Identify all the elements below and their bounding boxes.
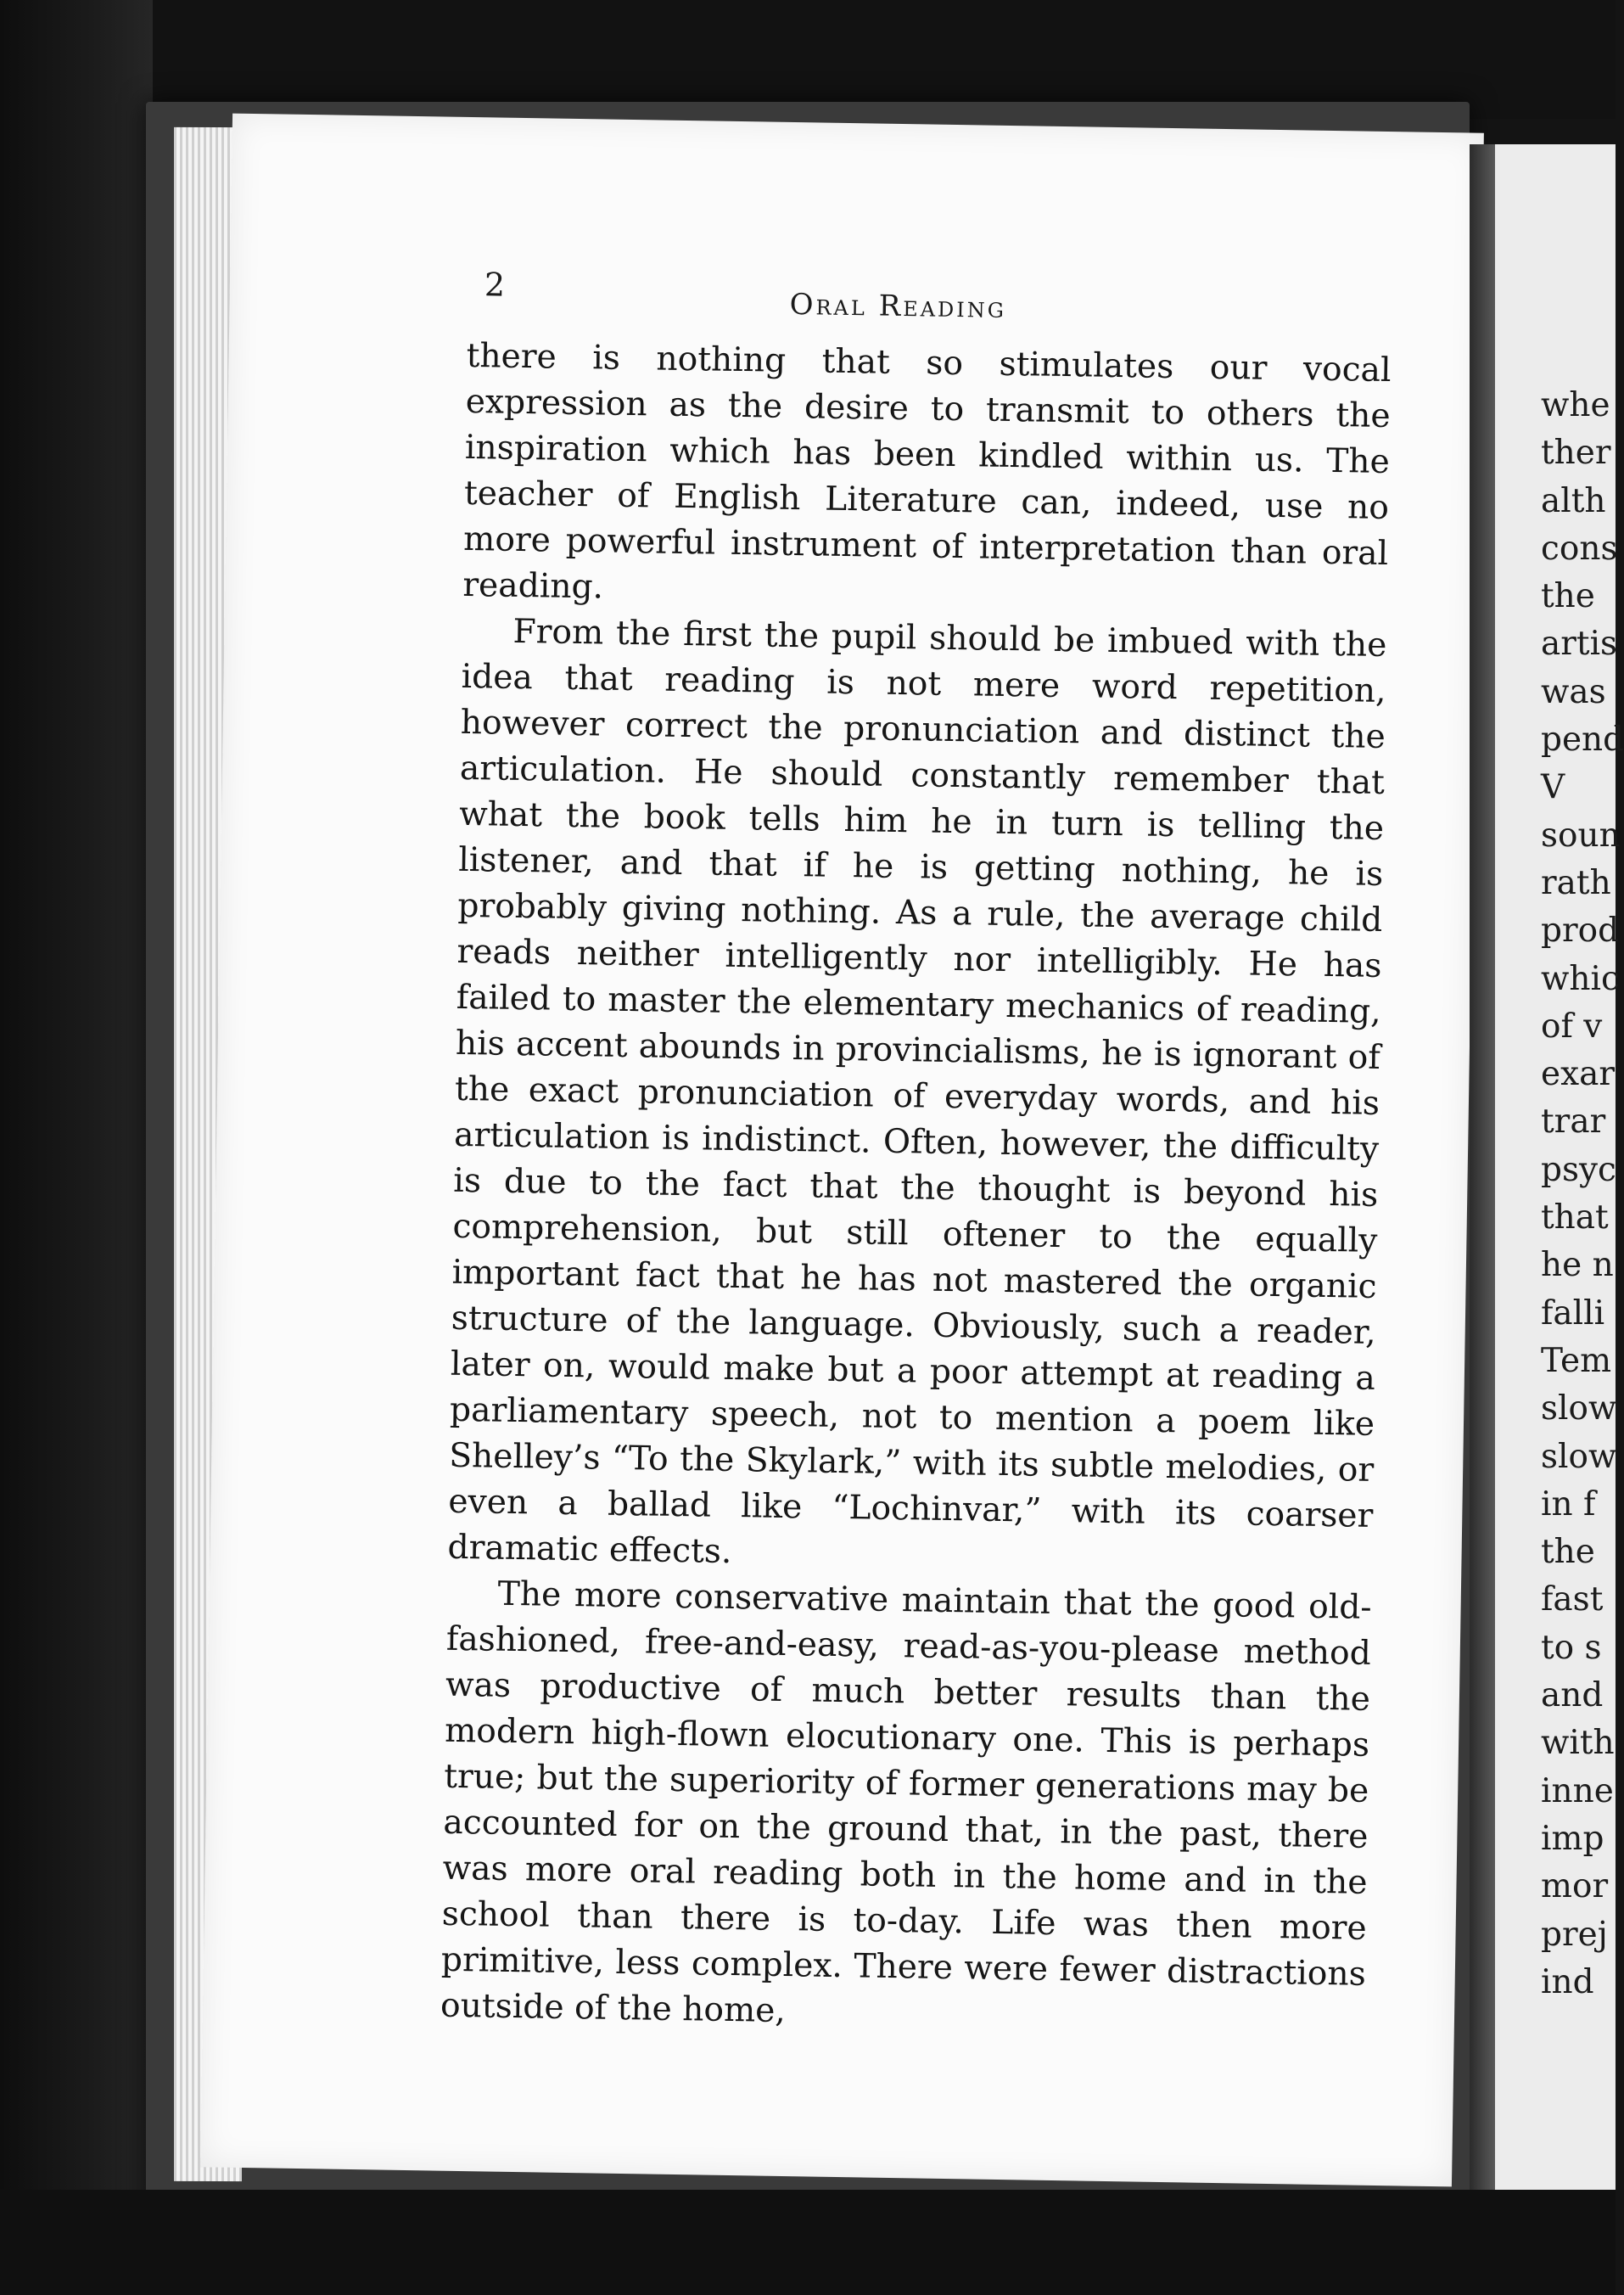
background-top (0, 0, 1616, 119)
facing-page-line: exar (1541, 1055, 1615, 1094)
facing-page-line: and (1541, 1676, 1604, 1715)
facing-page-line: slow (1541, 1389, 1617, 1428)
facing-page-line: that (1541, 1198, 1609, 1237)
facing-page-line: prod (1541, 912, 1620, 951)
running-head: Oral Reading (789, 287, 1007, 325)
facing-page-lines (1541, 382, 1624, 2006)
facing-page-line: the (1541, 1533, 1595, 1572)
book-page (200, 114, 1484, 2187)
gutter-shadow (1470, 144, 1495, 2215)
background-bottom (0, 2190, 1616, 2295)
facing-page-line: alth (1541, 481, 1606, 520)
facing-page-line: prej (1541, 1915, 1608, 1954)
paragraph: The more conservative maintain that the good old-fashioned, free-and-easy, read-as-you-please method was productive of much better results than the modern high-flown elocutionary one. This is perhaps true; but the superiority of former generations may be accounted for on the ground that, in the past, there was more oral reading both in the home and in the school than there is to-day. Life was then more primitive, less complex. There were fewer distractions outside of the home, (440, 1574, 1372, 2031)
facing-page-line: psyc (1541, 1150, 1616, 1189)
paragraph: there is nothing that so stimulates our vocal expression as the desire to transmit to others the inspiration which has been kindled within us. The teacher of English Literature can, indeed, use no more powerful instrument of interpretation than oral reading. (462, 336, 1392, 607)
facing-page-line: was (1541, 672, 1606, 711)
facing-page-line: he n (1541, 1246, 1614, 1285)
facing-page-line: trar (1541, 1103, 1606, 1142)
facing-page-line: slow (1541, 1437, 1617, 1476)
facing-page-line: rath (1541, 863, 1611, 902)
facing-page-line: fast (1541, 1580, 1604, 1619)
page-number: 2 (484, 266, 506, 304)
facing-page-line: cons (1541, 529, 1618, 568)
facing-page-line: in f (1541, 1484, 1596, 1523)
facing-page-line: V (1541, 768, 1565, 807)
page-body (440, 334, 1392, 2044)
facing-page-line: whic (1541, 959, 1620, 998)
background-left (0, 0, 153, 2295)
facing-page-line: inne (1541, 1771, 1614, 1810)
facing-page-line: falli (1541, 1293, 1605, 1333)
facing-page-line: the (1541, 577, 1595, 616)
facing-page-line: of v (1541, 1007, 1603, 1046)
facing-page-line: imp (1541, 1819, 1604, 1858)
facing-page-line: ind (1541, 1962, 1594, 2001)
facing-page-line: whe (1541, 386, 1610, 424)
facing-page-line: to s (1541, 1628, 1602, 1667)
facing-page-line: pend (1541, 721, 1624, 760)
facing-page-line: ther (1541, 434, 1611, 473)
facing-page-line: Tem (1541, 1341, 1612, 1380)
facing-page (1495, 144, 1624, 2215)
facing-page-line: soun (1541, 816, 1621, 855)
facing-page-line: with (1541, 1724, 1615, 1763)
facing-page-line: mor (1541, 1867, 1609, 1906)
paragraph: From the first the pupil should be imbued with the idea that reading is not mere word repetition, however correct the pronunciation and distinct the articulation. He should constantly remember that what the book tells him he in turn is telling the listener, and that if he is getting nothing, he is probably giving nothing. As a rule, the average child reads neither intelligently nor intelligibly. He has failed to master the elementary mechanics of reading, his accent abounds in provincialisms, he is ignorant of the exact pronunciation of everyday words, and his articulation is indistinct. Often, however, the difficulty is due to the fact that the thought is beyond his comprehension, but still oftener to the equally important fact that he has not mastered the organic structure of the language. Obviously, such a reader, later on, would make but a poor attempt at reading a parliamentary speech, not to mention a poem like Shelley’s “To the Skylark,” with its subtle melodies, or even a ballad like “Lochinvar,” with its coarser dramatic effects. (447, 612, 1387, 1572)
facing-page-line: artis (1541, 625, 1618, 664)
